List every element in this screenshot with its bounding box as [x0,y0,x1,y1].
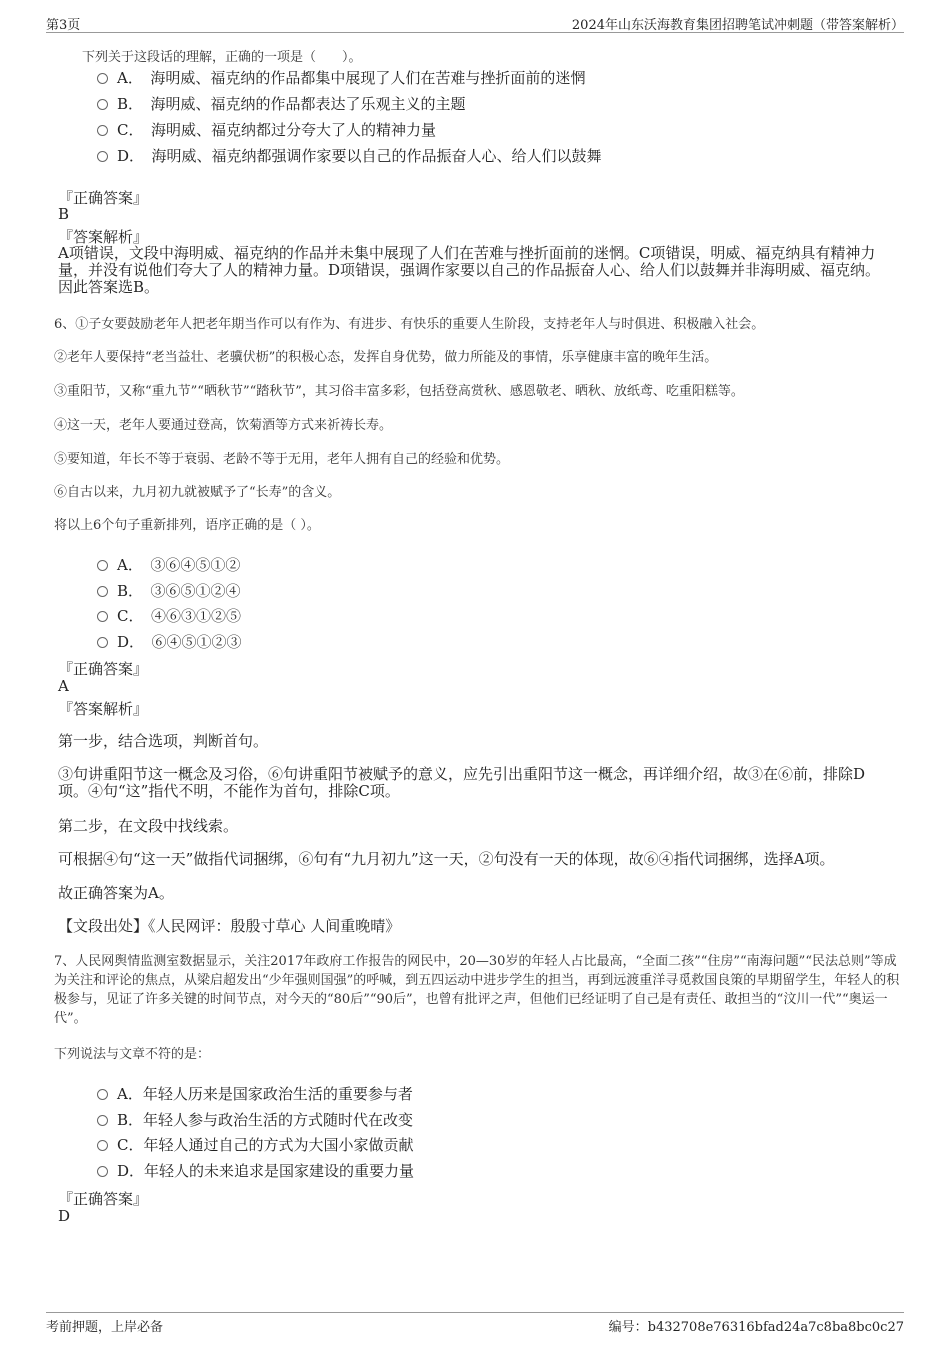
radio-icon[interactable] [97,560,108,571]
q5-answer: B [58,205,70,223]
q7-option-a[interactable]: A．年轻人历来是国家政治生活的重要参与者 [97,1083,413,1104]
q5-option-c[interactable]: C． 海明威、福克纳都过分夸大了人的精神力量 [97,119,436,140]
radio-icon[interactable] [97,1140,108,1151]
page-number: 第3页 [46,18,81,33]
q7-answer-label: 『正确答案』 [58,1190,149,1208]
q5-analysis: A项错误，文段中海明威、福克纳的作品并未集中展现了人们在苦难与挫折面前的迷惘。C项错误，明威、福克纳具有精神力量，并没有说他们夸大了人的精神力量。D项错误，强调作家要以自己的作品振奋人心、给人们以鼓舞并非海明威、福克纳。因此答案选B。 [58,244,881,296]
q7-stem: 下列说法与文章不符的是： [54,1047,211,1062]
q6-option-b[interactable]: B． ③⑥⑤①②④ [97,580,241,601]
q5-option-a[interactable]: A． 海明威、福克纳的作品都集中展现了人们在苦难与挫折面前的迷惘 [97,67,585,88]
q6-source: 【文段出处】《人民网评：殷殷寸草心 人间重晚晴》 [58,917,401,935]
q5-analysis-label: 『答案解析』 [58,228,149,246]
radio-icon[interactable] [97,125,108,136]
radio-icon[interactable] [97,1115,108,1126]
radio-icon[interactable] [97,151,108,162]
q6-sentence-3: ③重阳节，又称“重九节”“晒秋节”“踏秋节”，其习俗丰富多彩，包括登高赏秋、感恩敬老、晒秋、放纸鸢、吃重阳糕等。 [54,384,744,399]
radio-icon[interactable] [97,1089,108,1100]
radio-icon[interactable] [97,586,108,597]
q6-answer: A [58,677,69,695]
document-id: 编号：b432708e76316bfad24a7c8ba8bc0c27 [608,1320,904,1335]
radio-icon[interactable] [97,611,108,622]
q7-passage: 7、人民网舆情监测室数据显示，关注2017年政府工作报告的网民中，20—30岁的年轻人占比最高，“全面二孩”“住房”“南海问题”“民法总则”等成为关注和评论的焦点，从梁启超发出“少年强则国强”的呼喊，到五四运动中进步学生的担当，再到远渡重洋寻觅救国良策的早期留学生，年轻人的积极参与，见证了许多关键的时间节点，对今天的“80后”“90后”，也曾有批评之声，但他们已经证明了自己是有责任、敢担当的“汶川一代”“奥运一代”。 [54,954,900,1026]
q6-sentence-2: ②老年人要保持“老当益壮、老骥伏枥”的积极心态，发挥自身优势，做力所能及的事情，乐享健康丰富的晚年生活。 [54,350,718,365]
radio-icon[interactable] [97,1166,108,1177]
radio-icon[interactable] [97,99,108,110]
q6-analysis-point-2: 可根据④句“这一天”做指代词捆绑，⑥句有“九月初九”这一天，②句没有一天的体现，故⑥④指代词捆绑，选择A项。 [58,850,835,868]
q7-answer: D [58,1207,71,1225]
q7-option-d[interactable]: D．年轻人的未来追求是国家建设的重要力量 [97,1160,414,1181]
q6-answer-label: 『正确答案』 [58,660,149,678]
q6-option-c[interactable]: C． ④⑥③①②⑤ [97,605,241,626]
q5-answer-label: 『正确答案』 [58,189,149,207]
q6-sentence-6: ⑥自古以来，九月初九就被赋予了“长寿”的含义。 [54,485,341,500]
q5-option-b[interactable]: B． 海明威、福克纳的作品都表达了乐观主义的主题 [97,93,466,114]
q6-option-a[interactable]: A． ③⑥④⑤①② [97,554,240,575]
q5-option-d[interactable]: D． 海明威、福克纳都强调作家要以自己的作品振奋人心、给人们以鼓舞 [97,145,602,166]
radio-icon[interactable] [97,637,108,648]
q6-analysis-conclusion: 故正确答案为A。 [58,884,174,902]
q7-option-c[interactable]: C．年轻人通过自己的方式为大国小家做贡献 [97,1134,413,1155]
document-title: 2024年山东沃海教育集团招聘笔试冲刺题（带答案解析） [571,18,904,33]
page-footer [46,1312,904,1335]
q6-analysis-step-2: 第二步，在文段中找线索。 [58,817,239,835]
q5-stem: 下列关于这段话的理解，正确的一项是（ ）。 [82,50,362,65]
q6-analysis-label: 『答案解析』 [58,700,149,718]
q6-analysis-step-1: 第一步，结合选项，判断首句。 [58,732,269,750]
q6-sentence-4: ④这一天，老年人要通过登高，饮菊酒等方式来祈祷长寿。 [54,418,393,433]
q6-option-d[interactable]: D． ⑥④⑤①②③ [97,631,242,652]
q6-sentence-1: 6、①子女要鼓励老年人把老年期当作可以有作为、有进步、有快乐的重要人生阶段，支持老年人与时俱进、积极融入社会。 [54,317,765,332]
q7-option-b[interactable]: B．年轻人参与政治生活的方式随时代在改变 [97,1109,413,1130]
q6-sentence-5: ⑤要知道，年长不等于衰弱、老龄不等于无用，老年人拥有自己的经验和优势。 [54,452,510,467]
q6-stem: 将以上6个句子重新排列，语序正确的是（ ）。 [54,518,320,533]
page-header [46,12,904,33]
q6-analysis-point-1: ③句讲重阳节这一概念及习俗，⑥句讲重阳节被赋予的意义，应先引出重阳节这一概念，再详细介绍，故③在⑥前，排除D项。④句“这”指代不明，不能作为首句，排除C项。 [58,765,866,800]
radio-icon[interactable] [97,73,108,84]
footer-slogan: 考前押题，上岸必备 [46,1320,164,1335]
